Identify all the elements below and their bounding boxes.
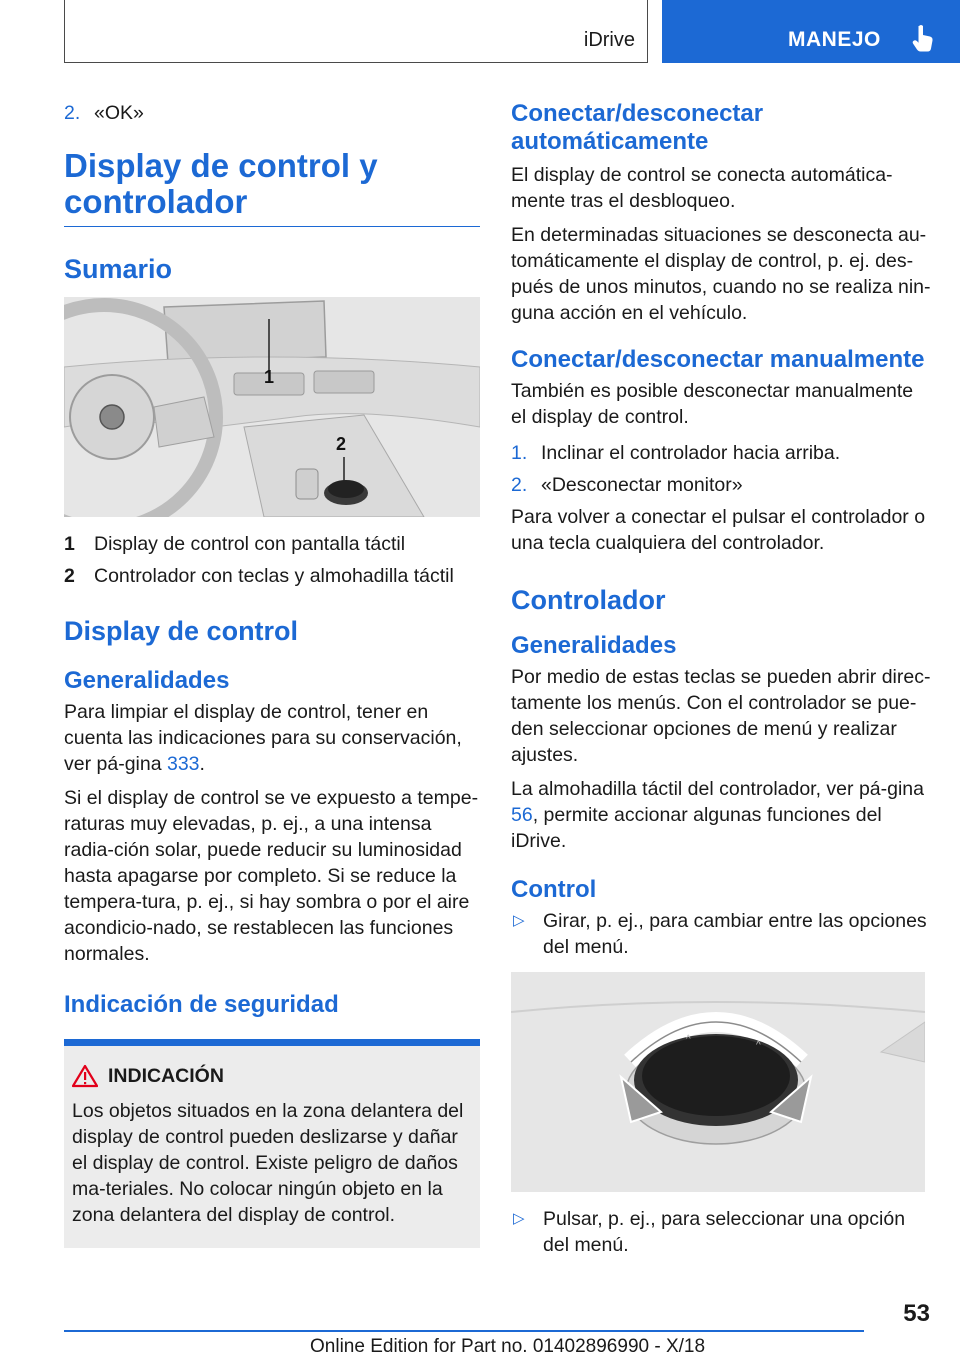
figure-legend — [64, 531, 480, 589]
chapter-tab-label: MANEJO — [788, 28, 881, 51]
svg-text:^: ^ — [756, 1040, 761, 1051]
list-item — [511, 908, 931, 960]
chapter-title: Display de control y controlador — [64, 148, 480, 227]
warning-triangle-icon — [72, 1064, 98, 1088]
page-number: 53 — [903, 1300, 930, 1327]
chapter-tab[interactable] — [662, 0, 960, 63]
bullet-triangle-icon: ▷ — [513, 912, 525, 929]
subsection-title-control: Control — [511, 876, 597, 903]
warning-box — [64, 1039, 480, 1248]
warning-text: Los objetos situados en la zona delantera del display de control pueden deslizarse y dañar el display de control. Existe peligro de daños ma‐teriales. No colocar ningún objeto en la zona delantera del display de control. — [72, 1100, 464, 1226]
legend-item — [64, 563, 480, 589]
list-item-text: Girar, p. ej., para cambiar entre las opciones del menú. — [543, 910, 927, 958]
legend-text: Display de control con pantalla táctil — [94, 533, 406, 555]
section-title-display: Display de control — [64, 616, 299, 646]
dashboard-illustration — [64, 297, 480, 517]
warning-header — [72, 1064, 472, 1088]
step-1 — [511, 440, 931, 466]
step-2 — [511, 472, 931, 498]
subsection-title-generalidades: Generalidades — [511, 632, 677, 659]
footer-rule — [64, 1330, 864, 1332]
page-link-56[interactable]: 56 — [511, 804, 533, 826]
subsection-title-generalidades: Generalidades — [64, 667, 230, 694]
legend-item — [64, 531, 480, 557]
subsection-title-seguridad: Indicación de seguridad — [64, 991, 339, 1018]
step-number: 1. — [511, 442, 528, 464]
step-2 — [64, 100, 480, 126]
legend-text: Controlador con teclas y almohadilla táctil — [94, 565, 454, 587]
warning-label: INDICACIÓN — [108, 1064, 224, 1087]
list-item — [511, 1206, 931, 1258]
paragraph: Por medio de estas teclas se pueden abrir direc‐tamente los menús. Con el controlador se pue‐den seleccionar opciones de menú y realizar ajustes. — [511, 666, 931, 766]
controller-illustration — [511, 972, 925, 1192]
footer-edition: Online Edition for Part no. 01402896990 - X/18 — [310, 1336, 706, 1357]
paragraph: Si el display de control se ve expuesto a tempe‐raturas muy elevadas, p. ej., a una intensa radia‐ción solar, puede reducir su luminosidad hasta apagarse por completo. Si se reduce la tempera‐tura, p. ej., si hay sombra o por el aire acondicio‐nado, se restablecen las funciones normales. — [64, 787, 479, 965]
legend-number: 2 — [64, 565, 75, 587]
callout-2: 2 — [336, 434, 347, 454]
section-title-sumario: Sumario — [64, 254, 173, 284]
list-item-text: Pulsar, p. ej., para seleccionar una opción del menú. — [543, 1208, 906, 1256]
subsection-title-manual: Conectar/desconectar manualmente — [511, 346, 925, 373]
step-text: «OK» — [94, 102, 144, 124]
paragraph: También es posible desconectar manualmente el display de control. — [511, 380, 914, 428]
controller-figure — [511, 972, 925, 1192]
page-link-333[interactable]: 333 — [166, 753, 200, 775]
right-column — [511, 100, 931, 1264]
header-section-label: iDrive — [583, 29, 635, 51]
step-text: «Desconectar monitor» — [541, 474, 743, 496]
paragraph: En determinadas situaciones se desconecta au‐tomáticamente el display de control, p. ej. des‐pués de unos minutos, cuando no se realiza nin‐guna acción en el vehículo. — [511, 224, 931, 324]
hand-pointer-icon — [912, 24, 934, 52]
header-section-box — [64, 0, 648, 63]
paragraph: Para limpiar el display de control, tener en cuenta las indicaciones para su conservación, ver pá‐gina 333. — [64, 701, 462, 775]
legend-number: 1 — [64, 533, 75, 555]
paragraph: La almohadilla táctil del controlador, ver pá‐gina 56, permite accionar algunas funciones del iDrive. — [511, 778, 924, 852]
paragraph: Para volver a conectar el pulsar el controlador o una tecla cualquiera del controlador. — [511, 506, 926, 554]
step-number: 2. — [64, 102, 81, 124]
bullet-triangle-icon: ▷ — [513, 1210, 525, 1227]
callout-1: 1 — [264, 367, 275, 387]
dashboard-figure — [64, 297, 480, 517]
paragraph: El display de control se conecta automática‐mente tras el desbloqueo. — [511, 164, 893, 212]
left-column — [64, 100, 480, 1248]
step-number: 2. — [511, 474, 528, 496]
section-title-controlador: Controlador — [511, 585, 666, 615]
svg-text:^: ^ — [686, 1034, 691, 1045]
subsection-title-auto: Conectar/desconectar automáticamente — [511, 100, 764, 155]
step-text: Inclinar el controlador hacia arriba. — [541, 442, 841, 464]
